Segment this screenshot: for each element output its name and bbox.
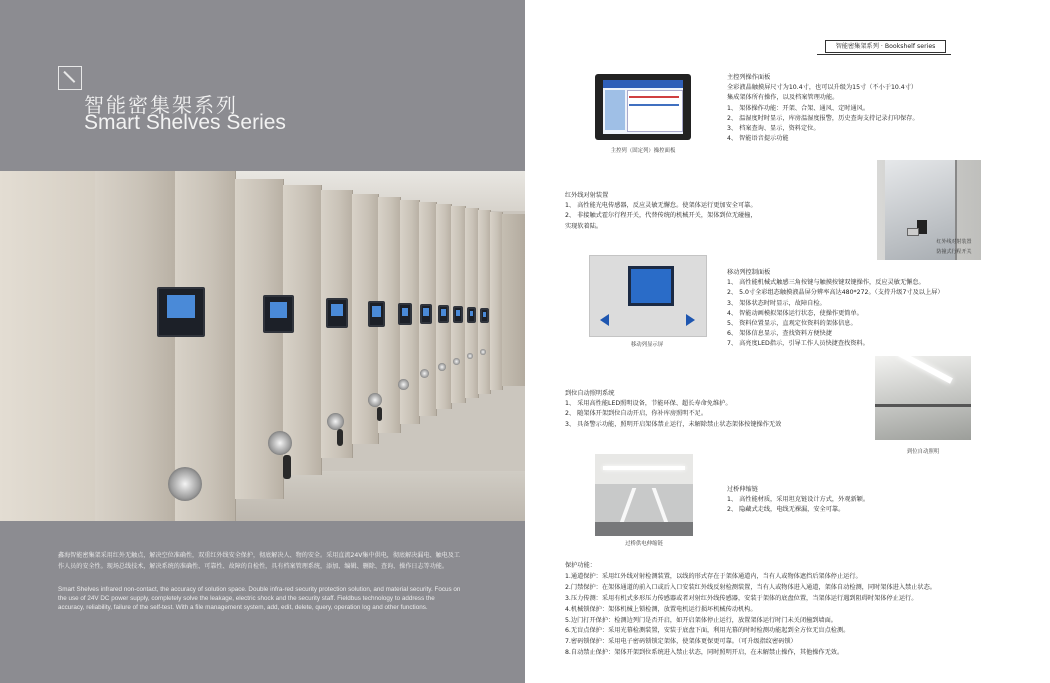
handwheel-icon [438, 363, 446, 371]
bridge-caption: 过桥供电伸缩链 [625, 541, 663, 547]
list-item: 3.压力传测：采用有机式多形压力传感器或者对射红外线传感器，安装于架体的底盘位置，当架体运行遇到阻碍时架体停止运行。 [565, 594, 918, 602]
series-tag: 智能密集架系列 · Bookshelf series [825, 40, 946, 53]
list-item: 1、 采用高性能LED照明设备，节能环保、超长寿命免维护。 [565, 400, 732, 408]
list-item: 实现软着陆。 [565, 222, 603, 230]
list-item: 7、 高亮度LED指示，引导工作人员快捷查找资料。 [727, 340, 869, 348]
handwheel-icon [327, 413, 344, 430]
list-item: 2、 5.0寸全彩组态触摸液晶屏分辨率高达480*272。（支持升级7寸及以上屏） [727, 289, 944, 297]
handwheel-icon [420, 369, 429, 378]
list-item: 6.无盲点保护：采用光幕检测装置，安装于底盘下面，利用光幕的时时检测功能起到全方位无盲点检测。 [565, 627, 850, 635]
protection-text [565, 561, 936, 659]
list-item: 3、 具备警示功能，照明开启架体禁止运行，未解除禁止状态架体按键操作无效 [565, 420, 782, 428]
handwheel-icon [268, 431, 292, 455]
list-item: 6、 架体信息显示，查找资料方便快捷 [727, 330, 832, 338]
list-item: 1、 高性能光电传感器，反应灵敏无懈怠。使架体运行更加安全可靠。 [565, 202, 757, 210]
list-item: 4、 智能动画模拟架体运行状态，使操作更简单。 [727, 309, 863, 317]
list-item: 3、 档案查询、显示，资料定位。 [727, 125, 820, 133]
control-panel [263, 295, 294, 333]
main-panel-caption: 主控列（固定列）操控面板 [610, 148, 676, 154]
shelves-photo [0, 171, 525, 521]
list-item: 1、 高性能材质，采用坦克链设计方式，外观新颖。 [727, 496, 870, 504]
control-panel [453, 306, 463, 323]
title-english: Smart Shelves Series [84, 111, 286, 134]
list-item: 2、 温湿度时时显示，库房温湿度报警，历史查询支持记录打印保存。 [727, 114, 919, 122]
handwheel-icon [368, 393, 382, 407]
infrared-text [565, 191, 757, 232]
list-item: 3、 架体状态时时显示，故障自检。 [727, 299, 826, 307]
description-english: Smart Shelves infrared non-contact, the accuracy of solution space. Double infra-red security protection solution, and material security. Focus on the use of 24V DC power supply, completely solve the leakage, electric shock and the security staff. Fieldbus technology to address the accuracy, reliability, failure of the self-test. With a file management system, add, edit, delete, query, operation log and other functions. [58, 586, 461, 612]
handwheel-icon [453, 358, 460, 365]
list-item: 2、 随架体开架到位自动开启，你补库房照明不足。 [565, 410, 708, 418]
control-panel [467, 307, 476, 323]
section-title: 保护功能： [565, 562, 596, 569]
section-title: 红外线对射装置 [565, 192, 609, 199]
handwheel-icon [168, 467, 202, 501]
mobile-panel-image [589, 255, 707, 337]
divider [817, 54, 951, 55]
handwheel-icon [467, 353, 473, 359]
main-panel-text [727, 73, 919, 144]
lighting-caption: 到位自动照明 [906, 449, 940, 455]
list-item: 1.通道保护：采用红外线对射检测装置，以线的形式存在于架体通道内，当有人或物体遮挡后架体停止运行。 [565, 572, 862, 580]
control-panel [157, 287, 205, 337]
list-item: 全彩液晶触摸屏尺寸为10.4寸，也可以升级为15寸（不小于10.4寸） [727, 84, 918, 92]
description-chinese: 鑫海智能密集架采用红外无触点，解决空位准确性，双重红外线安全保护，彻底解决人、物的安全。采用直流24V集中供电，彻底解决漏电、触电及工作人员的安全性。现场总线技术，解决系统的准确性、可靠性、故障的自检性，具有档案管理系统，添加、编辑、删除、查询、操作日志等功能。 [58, 552, 460, 570]
list-item: 1、 架体操作功能：开架、合架、通风、定时通风。 [727, 104, 870, 112]
list-item: 7.密码锁保护：采用电子密码锁锁定架体，使架体更保更可靠。（可升级指纹密码锁） [565, 638, 797, 646]
control-panel [368, 301, 385, 327]
main-panel-image [595, 74, 691, 140]
mobile-panel-text [727, 268, 944, 350]
handwheel-icon [398, 379, 409, 390]
section-title: 过桥伸缩链 [727, 486, 758, 493]
control-panel [398, 303, 412, 325]
list-item: 1、 高性能机械式触感三角按键与触摸按键双键操作，反应灵敏无懈怠。 [727, 279, 925, 287]
control-panel [480, 308, 489, 323]
control-panel [326, 298, 348, 328]
list-item: 集成架体所有操作，以及档案管理功能。 [727, 94, 839, 102]
list-item: 2.门禁保护：在架体通道的前入口或后入口安装红外线反射检测装置，当有人或物体进入通道，架体自动检测，同时架体进入禁止状态。 [565, 583, 936, 591]
list-item: 4、 智能语音提示功能 [727, 135, 789, 143]
lighting-text [565, 389, 781, 430]
lighting-image [875, 356, 971, 440]
list-item: 8.自动禁止保护：架体开架到位系统进入禁止状态，同时照明开启，在未解禁止操作，其他操作无效。 [565, 649, 844, 657]
right-page [525, 0, 1050, 683]
bridge-text [727, 485, 869, 516]
list-item: 5、 资料位置显示，直观定位资料的架体信息。 [727, 320, 857, 328]
bridge-image [595, 454, 693, 536]
arrow-logo-icon [58, 66, 82, 90]
control-panel [420, 304, 432, 324]
title-chinese: 智能密集架系列 [84, 93, 238, 117]
switch-caption: 防撞式行程开关 [936, 249, 972, 255]
list-item: 2、 隐藏式走线，电线无裸漏，安全可靠。 [727, 506, 845, 514]
list-item: 2、 非接触式霍尔行程开关，代替传统的机械开关，架体到位无碰撞， [565, 212, 757, 220]
section-title: 移动列控制面板 [727, 269, 771, 276]
infrared-caption: 红外线对射装置 [936, 239, 972, 245]
infrared-image [877, 160, 981, 260]
list-item: 5.边门打开保护：检测边列门是否开启，如开启架体停止运行，放置架体运行时门未关闭撞到墙面。 [565, 616, 837, 624]
list-item: 4.机械锁保护：架体机械上锁检测，放置电机运行损坏机械传动机构。 [565, 605, 757, 613]
mobile-panel-caption: 移动列显示屏 [630, 342, 664, 348]
control-panel [438, 305, 449, 323]
section-title: 到位自动照明系统 [565, 390, 615, 397]
section-title: 主控列操作面板 [727, 74, 771, 81]
handwheel-icon [480, 349, 486, 355]
